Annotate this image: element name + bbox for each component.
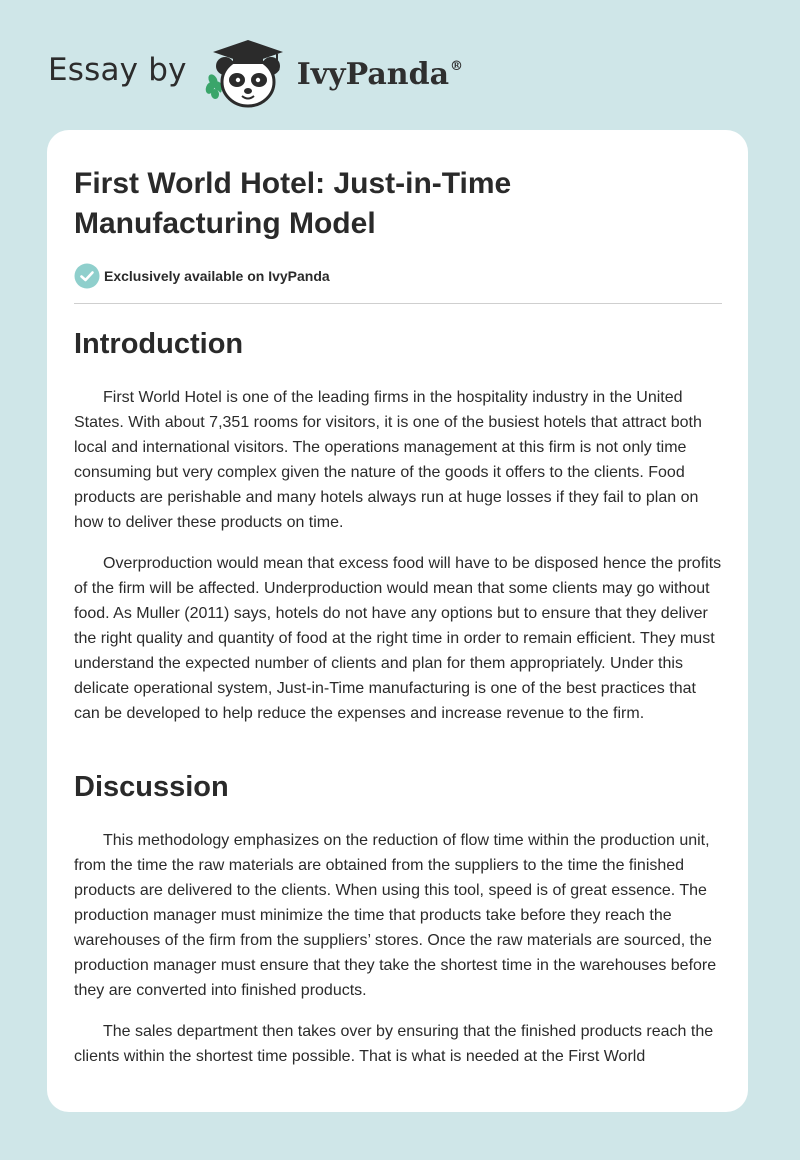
section-heading-introduction: Introduction xyxy=(74,328,244,360)
essay-by-label: Essay by xyxy=(48,52,187,88)
brand-text: IvyPanda xyxy=(296,56,450,92)
exclusive-badge xyxy=(74,263,330,289)
paragraph: The sales department then takes over by ensuring that the finished products reach the clients within the shortest time possible. That is what is needed at the First World xyxy=(74,1023,714,1065)
paragraph: First World Hotel is one of the leading firms in the hospitality industry in the United States. With about 7,351 rooms for visitors, it is one of the busiest hotels that attract both local and international visitors. The operations management at this firm is not only time consuming but very complex given the nature of the goods it offers to the clients. Food products are perishable and many hotels always run at huge losses if they fail to plan on how to deliver these products on time. xyxy=(74,389,702,531)
page-title: First World Hotel: Just-in-Time Manufacturing Model xyxy=(74,167,512,240)
divider xyxy=(74,303,722,304)
brand-name[interactable] xyxy=(297,57,463,92)
check-badge-icon xyxy=(74,263,100,289)
exclusive-label: Exclusively available on IvyPanda xyxy=(104,268,330,284)
panda-graduate-logo-icon[interactable] xyxy=(201,36,291,112)
site-header xyxy=(48,36,548,112)
essay-card xyxy=(47,130,748,1112)
section-heading-discussion: Discussion xyxy=(74,771,229,803)
paragraph: This methodology emphasizes on the reduction of flow time within the production unit, from the time the raw materials are obtained from the suppliers to the time the finished products are delivered to the clients. When using this tool, speed is of great essence. The production manager must minimize the time that products take before they reach the warehouses of the firm from the suppliers’ stores. Once the raw materials are sourced, the production manager must ensure that they take the shortest time in the warehouses before they are converted into finished products. xyxy=(74,832,717,999)
paragraph: Overproduction would mean that excess food will have to be disposed hence the profits of the firm will be affected. Underproduction would mean that some clients may go without food. As Muller (2011) says, hotels do not have any options but to ensure that they deliver the right quality and quantity of food at the right time in order to remain efficient. They must understand the expected number of clients and plan for them appropriately. Under this delicate operational system, Just-in-Time manufacturing is one of the best practices that can be developed to help reduce the expenses and increase revenue to the firm. xyxy=(74,555,722,722)
registered-mark: ® xyxy=(450,58,464,74)
